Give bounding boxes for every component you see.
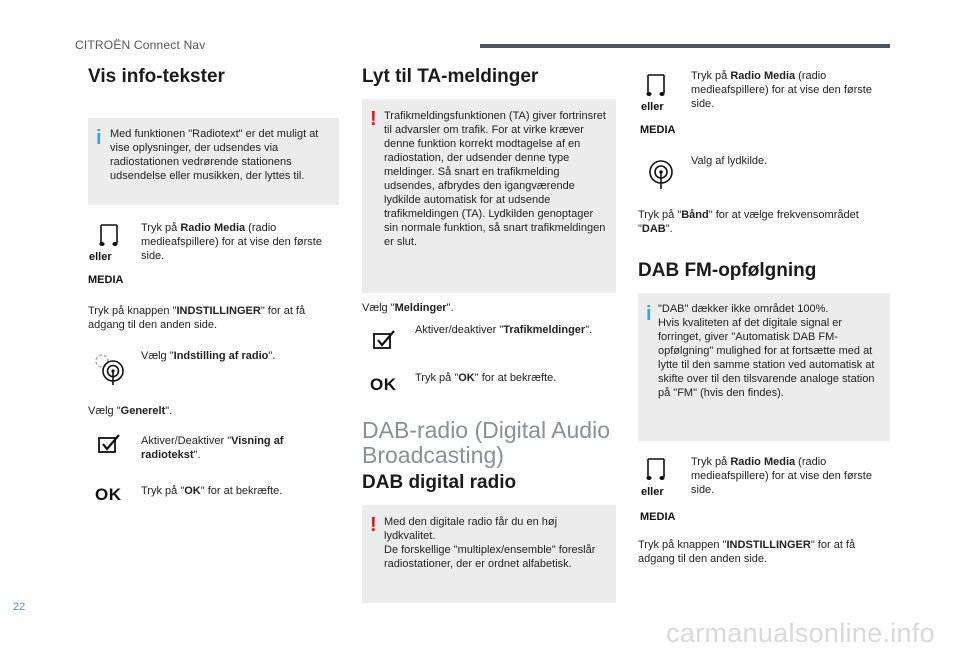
- watermark: carmanualsonline.info: [666, 618, 935, 648]
- page-number: 22: [13, 601, 26, 613]
- step-radio-media: Tryk på Radio Media (radio medieafspillere) for at vise den første side.: [141, 222, 322, 262]
- header-bar: [480, 44, 890, 48]
- step-toggle-traffic: Aktiver/deaktiver "Trafikmeldinger".: [415, 324, 593, 336]
- step-confirm-ok: Tryk på "OK" for at bekræfte.: [141, 485, 283, 497]
- radio-settings-icon: [90, 350, 128, 386]
- music-note-icon: [97, 222, 121, 250]
- media-button: MEDIA: [640, 511, 676, 523]
- or-label: eller: [641, 101, 664, 113]
- dab-info-text: "DAB" dækker ikke området 100%. Hvis kvaliteten af det digitale signal er forringet, giver "Automatisk DAB FM-opfølgning" mulighed for at fortsætte med at lytte til den samme station ved automatisk at skifte over til den tilsvarende analoge station på "FM" (hvis den findes).: [658, 303, 875, 399]
- info-icon: i: [96, 127, 102, 149]
- step-radio-settings: Vælg "Indstilling af radio".: [141, 350, 276, 362]
- heading-dab-fm-followup: DAB FM-opfølgning: [638, 260, 817, 281]
- step-confirm-ok: Tryk på "OK" for at bekræfte.: [415, 372, 557, 384]
- audio-source-icon: [645, 158, 677, 190]
- manual-title: CITROËN Connect Nav: [75, 38, 206, 52]
- info-note-box: [88, 118, 339, 205]
- dab-warning-box: [362, 505, 616, 603]
- step-audio-source: Valg af lydkilde.: [691, 155, 768, 167]
- band-paragraph: Tryk på "Bånd" for at vælge frekvensområdet "DAB".: [638, 209, 859, 235]
- media-button: MEDIA: [88, 274, 124, 286]
- or-label: eller: [641, 486, 664, 498]
- settings-paragraph: Tryk på knappen "INDSTILLINGER" for at få adgang til den anden side.: [88, 305, 306, 331]
- or-label: eller: [89, 251, 112, 263]
- step-radio-media: Tryk på Radio Media (radio medieafspillere) for at vise den første side.: [691, 456, 872, 496]
- dab-warning-text: Med den digitale radio får du en høj lydkvalitet. De forskellige "multiplex/ensemble" foreslår radiostationer, der er ordnet alfabetisk.: [384, 516, 596, 570]
- info-note-text: Med funktionen "Radiotext" er det muligt at vise oplysninger, der udsendes via radiostationen vedrørende stationens udsendelse eller musikken, der lyttes til.: [110, 128, 319, 182]
- music-note-icon: [644, 456, 668, 484]
- info-icon: i: [646, 303, 652, 325]
- ok-button-icon: OK: [370, 375, 397, 394]
- dab-info-box: [638, 293, 890, 441]
- warning-icon: !: [370, 108, 377, 130]
- heading-dab-digital-radio: DAB digital radio: [362, 472, 517, 493]
- checkbox-icon: [97, 432, 123, 456]
- heading-info-texts: Vis info-tekster: [88, 66, 225, 87]
- ta-warning-text: Trafikmeldingsfunktionen (TA) giver fortrinsret til advarsler om trafik. For at virke kræver denne funktion korrekt modtagelse af en radiostation, der udsender denne type meldinger. Så snart en trafikmelding udsendes, afbrydes den igangværende lydkilde automatisk for at udsende trafikmeldingen (TA). Lydkilden genoptager sin normale funktion, så snart trafikmeldingen er slut.: [384, 110, 606, 248]
- checkbox-icon: [372, 328, 398, 352]
- heading-ta-announcements: Lyt til TA-meldinger: [362, 66, 539, 87]
- music-note-icon: [644, 72, 668, 100]
- general-paragraph: Vælg "Generelt".: [88, 405, 173, 417]
- step-toggle-radiotext: Aktiver/Deaktiver "Visning af radiotekst".: [141, 435, 284, 461]
- announcements-paragraph: Vælg "Meldinger".: [362, 302, 454, 314]
- media-button: MEDIA: [640, 124, 676, 136]
- warning-icon: !: [370, 514, 377, 536]
- step-radio-media: Tryk på Radio Media (radio medieafspillere) for at vise den første side.: [691, 70, 872, 110]
- settings-paragraph: Tryk på knappen "INDSTILLINGER" for at få adgang til den anden side.: [638, 539, 856, 565]
- ta-warning-box: [362, 99, 616, 293]
- ok-button-icon: OK: [95, 485, 122, 504]
- section-title-dab: DAB-radio (Digital Audio Broadcasting): [362, 417, 611, 468]
